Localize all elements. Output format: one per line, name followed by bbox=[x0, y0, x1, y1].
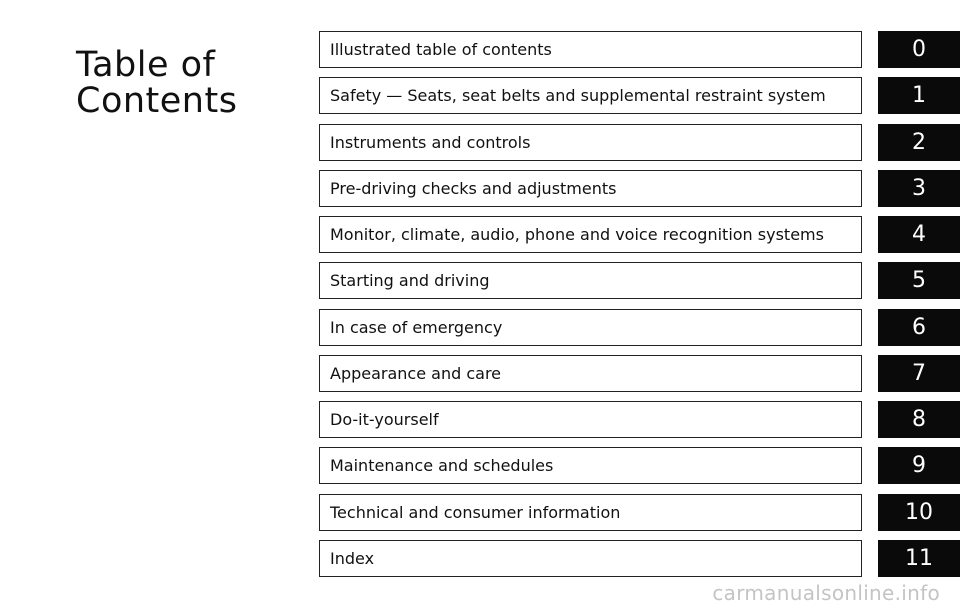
toc-section-tab[interactable]: 1 bbox=[878, 77, 960, 114]
toc-entry-box[interactable] bbox=[319, 262, 862, 299]
toc-entry-monitor-climate-audio[interactable] bbox=[319, 216, 960, 255]
toc-entry-label: Illustrated table of contents bbox=[330, 40, 552, 59]
toc-entry-label: Safety — Seats, seat belts and supplemental restraint system bbox=[330, 86, 826, 106]
toc-entry-box[interactable] bbox=[319, 540, 862, 577]
toc-entry-box[interactable] bbox=[319, 170, 862, 207]
toc-list bbox=[319, 31, 960, 586]
toc-entry-instruments[interactable] bbox=[319, 124, 960, 163]
toc-entry-starting-driving[interactable] bbox=[319, 262, 960, 301]
toc-entry-box[interactable] bbox=[319, 494, 862, 531]
toc-entry-illustrated-contents[interactable] bbox=[319, 31, 960, 70]
toc-section-tab[interactable]: 8 bbox=[878, 401, 960, 438]
toc-entry-label: Technical and consumer information bbox=[330, 502, 621, 522]
page-title-line-2: Contents bbox=[76, 81, 238, 122]
watermark: carmanualsonline.info bbox=[712, 581, 940, 605]
toc-entry-box[interactable] bbox=[319, 355, 862, 392]
toc-entry-box[interactable] bbox=[319, 124, 862, 161]
toc-entry-box[interactable] bbox=[319, 401, 862, 438]
toc-entry-label: Maintenance and schedules bbox=[330, 456, 554, 476]
toc-section-tab[interactable]: 2 bbox=[878, 124, 960, 161]
toc-section-tab[interactable]: 10 bbox=[878, 494, 960, 531]
toc-entry-label: Starting and driving bbox=[330, 271, 490, 291]
page-title bbox=[76, 45, 296, 122]
toc-entry-label: Do-it-yourself bbox=[330, 410, 439, 429]
toc-entry-label: Instruments and controls bbox=[330, 132, 531, 152]
toc-entry-box[interactable] bbox=[319, 309, 862, 346]
toc-entry-box[interactable] bbox=[319, 77, 862, 114]
toc-entry-label: Index bbox=[330, 548, 375, 568]
toc-entry-label: Pre-driving checks and adjustments bbox=[330, 178, 617, 198]
toc-section-tab[interactable]: 9 bbox=[878, 447, 960, 484]
toc-section-tab[interactable]: 3 bbox=[878, 170, 960, 207]
toc-entry-box[interactable] bbox=[319, 216, 862, 253]
toc-section-tab[interactable]: 0 bbox=[878, 31, 960, 68]
toc-section-tab[interactable]: 11 bbox=[878, 540, 960, 577]
toc-entry-label: Monitor, climate, audio, phone and voice recognition systems bbox=[330, 225, 824, 244]
toc-entry-appearance-care[interactable] bbox=[319, 355, 960, 394]
toc-entry-pre-driving[interactable] bbox=[319, 170, 960, 209]
toc-entry-box[interactable] bbox=[319, 447, 862, 484]
toc-entry-emergency[interactable] bbox=[319, 309, 960, 348]
toc-section-tab[interactable]: 6 bbox=[878, 309, 960, 346]
toc-section-tab[interactable]: 5 bbox=[878, 262, 960, 299]
toc-section-tab[interactable]: 4 bbox=[878, 216, 960, 253]
toc-entry-label: Appearance and care bbox=[330, 363, 502, 383]
toc-entry-maintenance[interactable] bbox=[319, 447, 960, 486]
toc-entry-safety[interactable] bbox=[319, 77, 960, 116]
toc-entry-technical-info[interactable] bbox=[319, 494, 960, 533]
page-title-line-1: Table of bbox=[76, 45, 216, 86]
toc-entry-index[interactable] bbox=[319, 540, 960, 579]
toc-entry-label: In case of emergency bbox=[330, 317, 503, 337]
toc-entry-do-it-yourself[interactable] bbox=[319, 401, 960, 440]
toc-entry-box[interactable] bbox=[319, 31, 862, 68]
toc-section-tab[interactable]: 7 bbox=[878, 355, 960, 392]
